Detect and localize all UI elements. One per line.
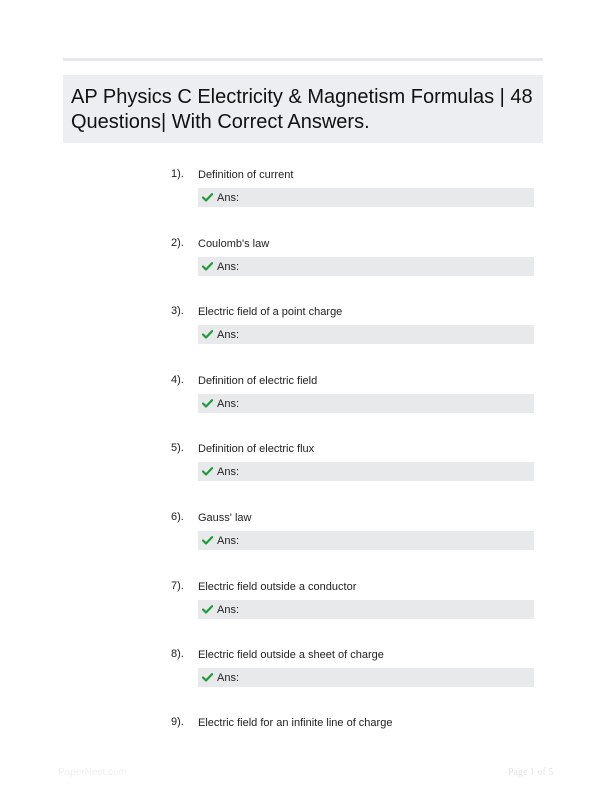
question-text: Electric field outside a sheet of charge (198, 649, 384, 661)
question-item (0, 237, 606, 297)
answer-box (198, 668, 534, 687)
question-item (0, 168, 606, 228)
answer-box (198, 394, 534, 413)
question-number: 2). (171, 237, 184, 249)
question-number: 4). (171, 374, 184, 386)
question-text: Electric field outside a conductor (198, 581, 357, 593)
question-item (0, 442, 606, 502)
answer-box (198, 531, 534, 550)
question-number: 1). (171, 168, 184, 180)
question-text: Definition of current (198, 169, 294, 181)
question-number: 6). (171, 511, 184, 523)
question-item (0, 511, 606, 571)
question-text: Definition of electric flux (198, 443, 315, 455)
question-number: 5). (171, 442, 184, 454)
question-text: Electric field for an infinite line of charge (198, 717, 393, 729)
checkmark-icon (202, 605, 213, 614)
checkmark-icon (202, 330, 213, 339)
checkmark-icon (202, 399, 213, 408)
question-item (0, 305, 606, 365)
answer-box (198, 257, 534, 276)
page-number: Page 1 of 5 (508, 767, 554, 778)
document-title: AP Physics C Electricity & Magnetism Formulas | 48 Questions| With Correct Answers. (71, 86, 533, 133)
top-divider (63, 58, 543, 61)
checkmark-icon (202, 467, 213, 476)
question-number: 7). (171, 580, 184, 592)
question-text: Definition of electric field (198, 375, 318, 387)
question-item (0, 374, 606, 434)
checkmark-icon (202, 193, 213, 202)
question-text: Gauss' law (198, 512, 252, 524)
checkmark-icon (202, 673, 213, 682)
answer-label: Ans: (217, 603, 240, 616)
answer-label: Ans: (217, 397, 240, 410)
answer-label: Ans: (217, 260, 240, 273)
question-text: Electric field of a point charge (198, 306, 343, 318)
answer-box (198, 462, 534, 481)
answer-box (198, 188, 534, 207)
question-number: 9). (171, 716, 184, 728)
answer-label: Ans: (217, 328, 240, 341)
checkmark-icon (202, 536, 213, 545)
answer-box (198, 325, 534, 344)
question-item (0, 580, 606, 640)
footer-watermark: PaperNest.com (58, 767, 127, 778)
checkmark-icon (202, 262, 213, 271)
answer-label: Ans: (217, 465, 240, 478)
answer-label: Ans: (217, 671, 240, 684)
answer-label: Ans: (217, 534, 240, 547)
title-banner (63, 75, 543, 143)
answer-label: Ans: (217, 191, 240, 204)
answer-box (198, 600, 534, 619)
question-number: 3). (171, 305, 184, 317)
question-item (0, 716, 606, 740)
question-text: Coulomb's law (198, 238, 270, 250)
question-number: 8). (171, 648, 184, 660)
question-item (0, 648, 606, 708)
